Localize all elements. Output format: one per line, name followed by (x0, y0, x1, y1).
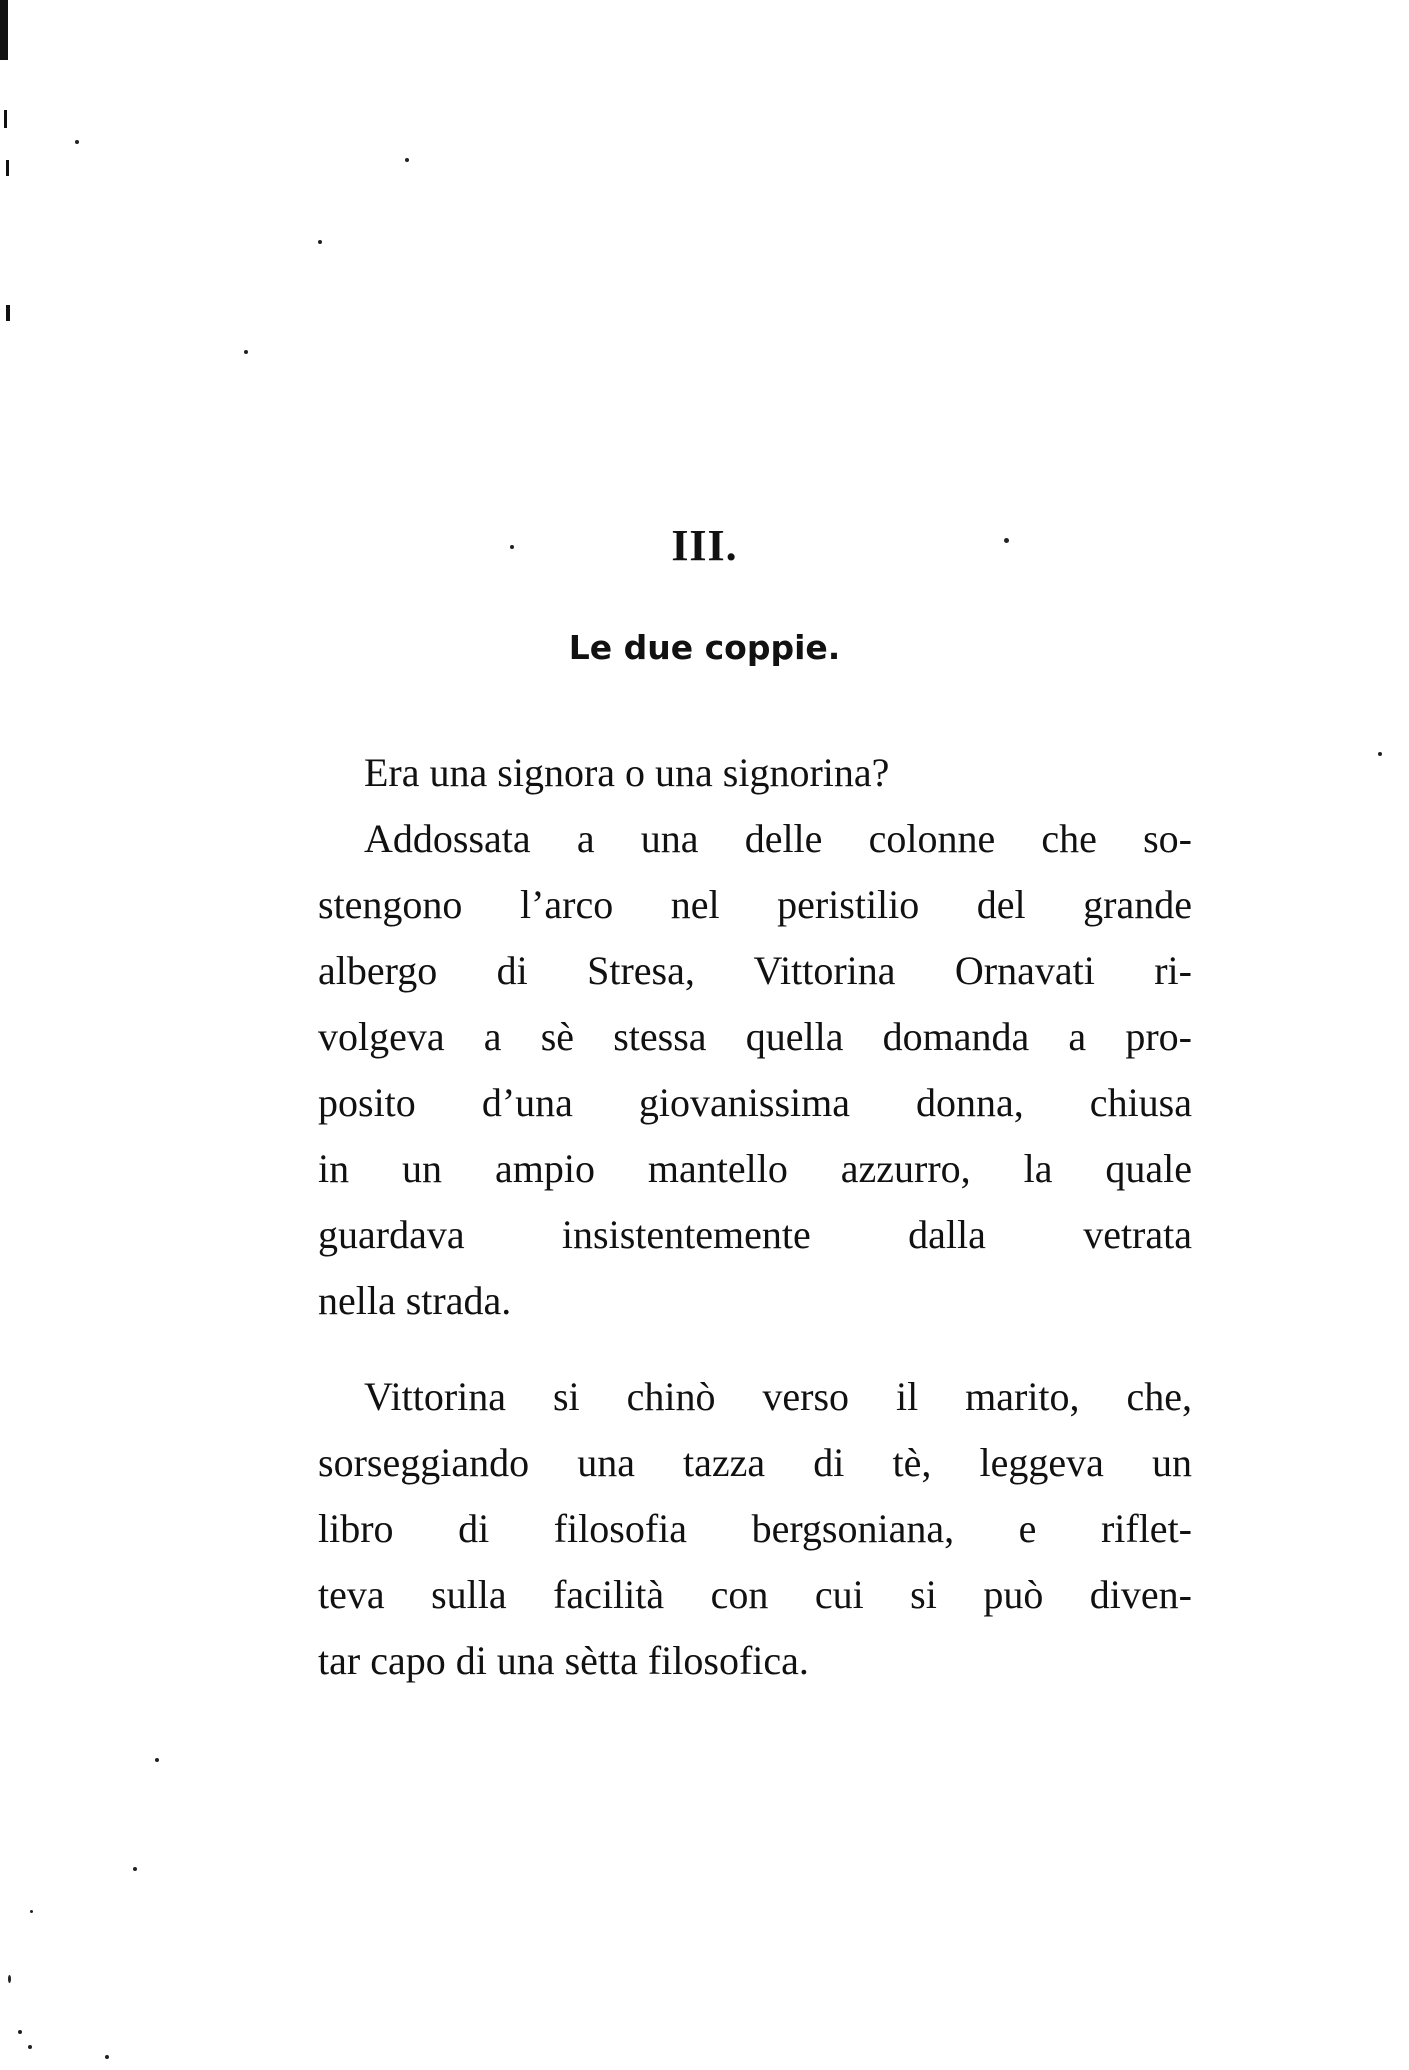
text-line: stengono l’arco nel peristilio del grande (318, 882, 1192, 927)
text-line: albergo di Stresa, Vittorina Ornavati ri- (318, 948, 1192, 993)
text-line: teva sulla facilità con cui si può diven- (318, 1572, 1192, 1617)
scan-speck (133, 1867, 137, 1871)
paragraph (318, 806, 1192, 1334)
scan-speck (405, 158, 409, 162)
scan-edge-mark (6, 160, 9, 176)
scan-speck (30, 1910, 33, 1913)
scan-speck (8, 1975, 11, 1983)
scan-speck (155, 1758, 159, 1762)
text-line: Addossata a una delle colonne che so- (364, 816, 1192, 861)
text-line: in un ampio mantello azzurro, la quale (318, 1146, 1192, 1191)
scan-speck (75, 140, 79, 144)
scan-speck (318, 240, 322, 244)
text-line: Vittorina si chinò verso il marito, che, (364, 1374, 1192, 1419)
text-line: libro di filosofia bergsoniana, e riflet- (318, 1506, 1192, 1551)
scan-speck (28, 2045, 32, 2049)
scan-speck (105, 2055, 109, 2059)
text-line: posito d’una giovanissima donna, chiusa (318, 1080, 1192, 1125)
text-line: volgeva a sè stessa quella domanda a pro- (318, 1014, 1192, 1059)
text-line: nella strada. (318, 1278, 512, 1323)
chapter-number: III. (671, 521, 738, 570)
text-line: tar capo di una sètta filosofica. (318, 1638, 809, 1683)
scan-speck (1378, 752, 1382, 756)
text-line: guardava insistentemente dalla vetrata (318, 1212, 1192, 1257)
text-line: sorseggiando una tazza di tè, leggeva un (318, 1440, 1192, 1485)
chapter-title: Le due coppie. (568, 628, 841, 667)
scan-speck (18, 2030, 22, 2034)
paragraph (318, 1364, 1192, 1694)
scan-speck (244, 350, 248, 354)
scan-edge-mark (0, 0, 8, 60)
scan-edge-mark (4, 110, 7, 128)
text-line: Era una signora o una signorina? (364, 750, 890, 795)
paragraph (318, 740, 1192, 806)
scan-edge-mark (6, 305, 10, 321)
